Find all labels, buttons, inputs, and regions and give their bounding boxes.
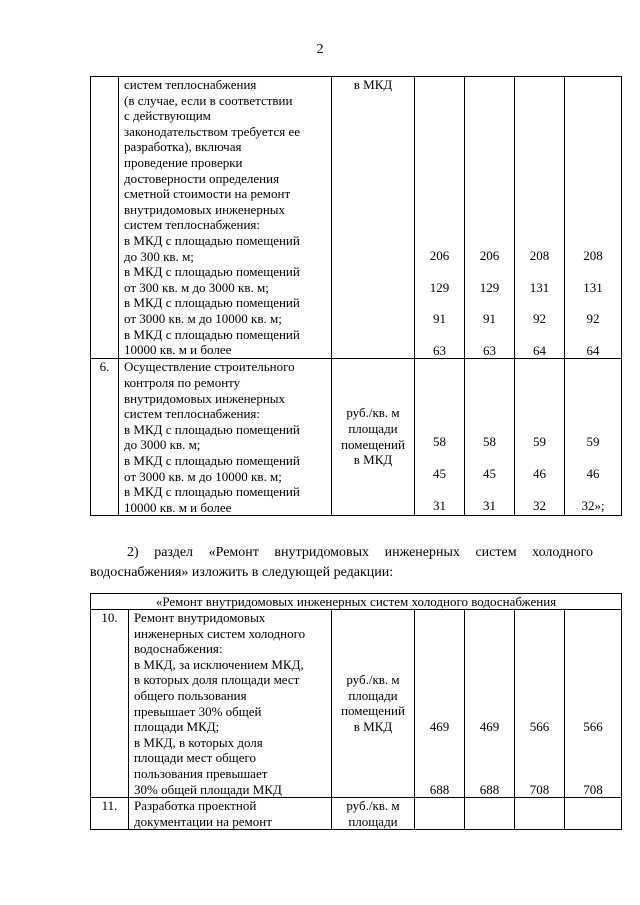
value-cell: 566 708 xyxy=(515,610,565,798)
table-row xyxy=(91,77,622,359)
value-cell: 469 688 xyxy=(465,610,515,798)
row-number-cell: 11. xyxy=(91,798,129,830)
description-cell: Разработка проектной документации на ремонт xyxy=(129,798,332,830)
unit-cell: руб./кв. м площади помещений в МКД xyxy=(332,359,415,516)
table-row xyxy=(91,610,622,798)
value-cell xyxy=(415,798,465,830)
description-cell: Ремонт внутридомовых инженерных систем холодного водоснабжения: в МКД, за исключением МКД, в которых доля площади мест общего пользования превышает 30% общей площади МКД; в МКД, в которых доля площади мест общего пользования превышает 30% общей площади МКД xyxy=(129,610,332,798)
value-cell: 208 131 92 64 xyxy=(565,77,622,359)
value-cell xyxy=(565,798,622,830)
unit-cell: в МКД xyxy=(332,77,415,359)
value-cell: 58 45 31 xyxy=(465,359,515,516)
row-number-cell: 6. xyxy=(91,359,119,516)
value-cell xyxy=(465,798,515,830)
amendment-paragraph: 2) раздел «Ремонт внутридомовых инженерных систем холодного водоснабжения» изложить в следующей редакции: xyxy=(90,545,593,580)
unit-cell: руб./кв. м площади xyxy=(332,798,415,830)
value-cell xyxy=(515,798,565,830)
table-row xyxy=(91,359,622,516)
value-cell: 59 46 32»; xyxy=(565,359,622,516)
description-cell: систем теплоснабжения (в случае, если в соответствии с действующим законодательством требуется ее разработка), включая проведение проверки достоверности определения сметной стоимости на ремонт внутридомовых инженерных систем теплоснабжения: в МКД с площадью помещений до 300 кв. м; в МКД с площадью помещений от 300 кв. м до 3000 кв. м; в МКД с площадью помещений от 3000 кв. м до 10000 кв. м; в МКД с площадью помещений 10000 кв. м и более xyxy=(119,77,332,359)
row-number-cell: 10. xyxy=(91,610,129,798)
section-header-row xyxy=(91,594,622,610)
unit-cell: руб./кв. м площади помещений в МКД xyxy=(332,610,415,798)
table-heating-continuation xyxy=(90,76,622,516)
section-title: «Ремонт внутридомовых инженерных систем холодного водоснабжения xyxy=(91,594,622,610)
row-number-cell xyxy=(91,77,119,359)
value-cell: 566 708 xyxy=(565,610,622,798)
page-number: 2 xyxy=(316,42,324,57)
value-cell: 208 131 92 64 xyxy=(515,77,565,359)
value-cell: 206 129 91 63 xyxy=(465,77,515,359)
value-cell: 58 45 31 xyxy=(415,359,465,516)
table-row xyxy=(91,798,622,830)
value-cell: 59 46 32 xyxy=(515,359,565,516)
value-cell: 206 129 91 63 xyxy=(415,77,465,359)
description-cell: Осуществление строительного контроля по ремонту внутридомовых инженерных систем теплоснабжения: в МКД с площадью помещений до 3000 кв. м; в МКД с площадью помещений от 3000 кв. м до 10000 кв. м; в МКД с площадью помещений 10000 кв. м и более xyxy=(119,359,332,516)
table-cold-water xyxy=(90,593,622,830)
value-cell: 469 688 xyxy=(415,610,465,798)
